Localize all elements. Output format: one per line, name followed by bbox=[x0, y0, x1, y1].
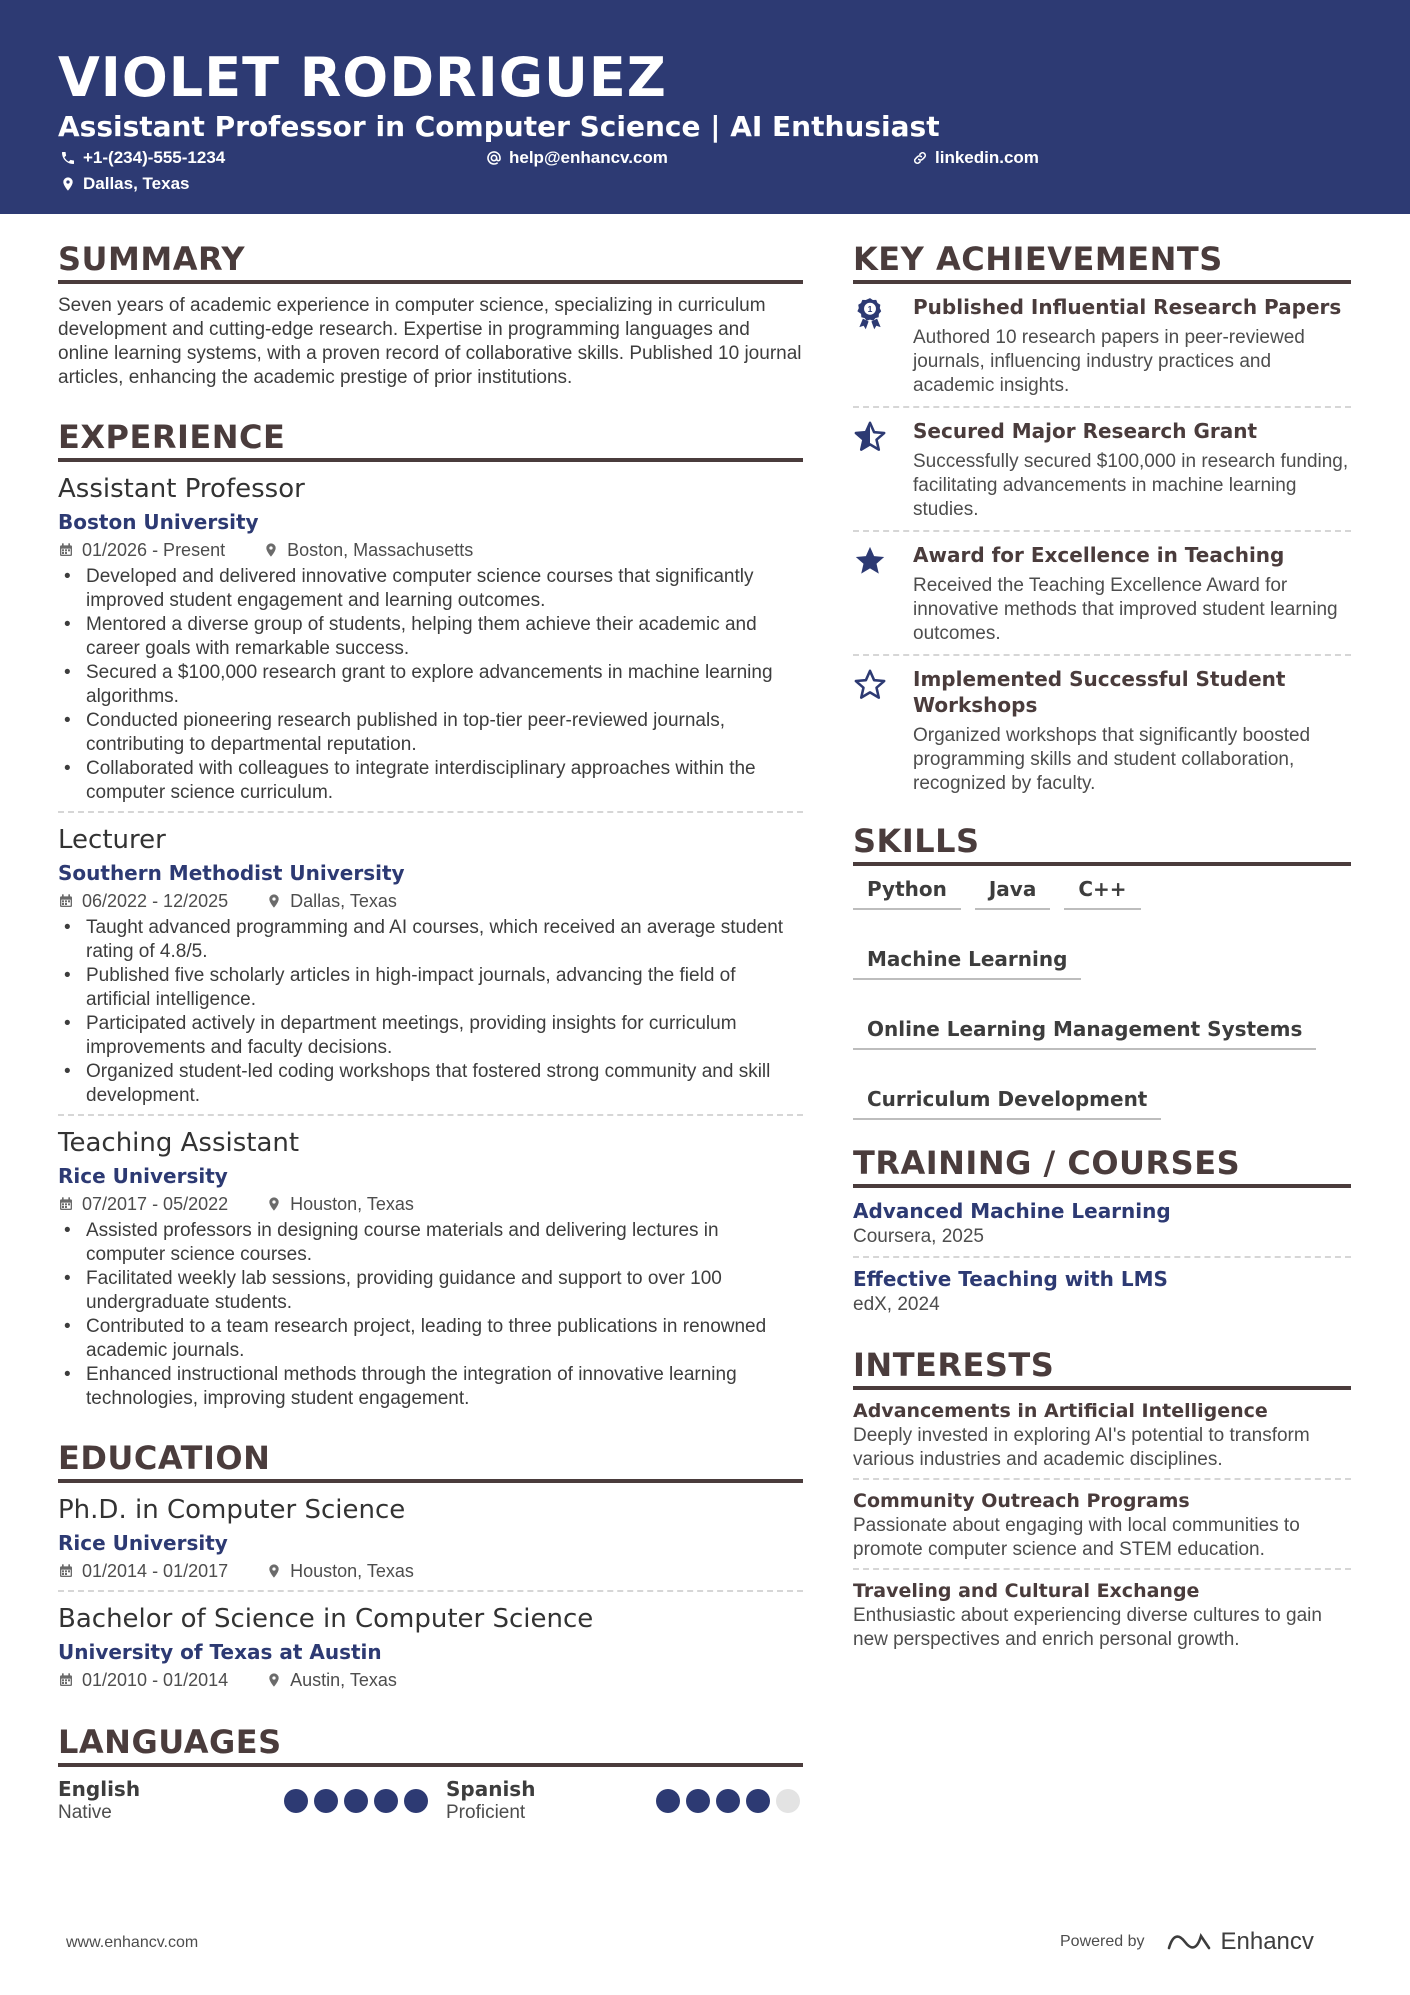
interest-desc: Passionate about engaging with local communities to promote computer science and STEM education. bbox=[853, 1515, 1300, 1560]
achievement-desc: Authored 10 research papers in peer-reviewed journals, influencing industry practices and academic insights. bbox=[913, 327, 1305, 396]
footer-website[interactable]: www.enhancv.com bbox=[66, 1934, 199, 1951]
job-bullets bbox=[58, 565, 803, 805]
job-bullet: • Conducted pioneering research published in top-tier peer-reviewed journals, contributing to departmental reputation. bbox=[58, 709, 803, 757]
interest-item bbox=[853, 1478, 1351, 1568]
skill-tag: Machine Learning bbox=[853, 946, 1081, 980]
email-contact[interactable] bbox=[486, 148, 668, 168]
degree-title: Ph.D. in Computer Science bbox=[58, 1495, 406, 1525]
achievement-title: Award for Excellence in Teaching bbox=[913, 543, 1285, 567]
summary-text: Seven years of academic experience in computer science, specializing in curriculum development and cutting-edge research. Expertise in programming languages and online learning systems, with a proven record of collaborative skills. Published 10 journal articles, enhancing the academic prestige of prior institutions. bbox=[58, 295, 802, 388]
achievement-item bbox=[853, 654, 1351, 804]
interest-title: Community Outreach Programs bbox=[853, 1490, 1190, 1512]
education-item bbox=[58, 1590, 803, 1699]
course-item bbox=[853, 1192, 1351, 1256]
training-section bbox=[853, 1144, 1351, 1324]
education-item bbox=[58, 1493, 803, 1590]
job-bullet: • Assisted professors in designing course materials and delivering lectures in computer science courses. bbox=[58, 1219, 803, 1267]
summary-section bbox=[58, 240, 803, 390]
job-bullet: • Contributed to a team research project, leading to three publications in renowned academic journals. bbox=[58, 1315, 803, 1363]
job-dates: 06/2022 - 12/2025 bbox=[82, 891, 229, 911]
achievement-title: Published Influential Research Papers bbox=[913, 295, 1342, 319]
achievement-title: Secured Major Research Grant bbox=[913, 419, 1258, 443]
job-dates: 07/2017 - 05/2022 bbox=[82, 1194, 229, 1214]
rating-dot-empty bbox=[776, 1789, 800, 1813]
linkedin-text: linkedin.com bbox=[935, 148, 1039, 167]
school-name: Rice University bbox=[58, 1531, 228, 1555]
job-company: Rice University bbox=[58, 1164, 228, 1188]
language-level: Proficient bbox=[446, 1802, 526, 1823]
achievements-heading: KEY ACHIEVEMENTS bbox=[853, 240, 1351, 284]
languages-row bbox=[58, 1777, 803, 1825]
experience-heading: EXPERIENCE bbox=[58, 418, 803, 462]
languages-heading: LANGUAGES bbox=[58, 1723, 803, 1767]
course-title: Effective Teaching with LMS bbox=[853, 1267, 1168, 1291]
footer-branding bbox=[1060, 1928, 1314, 1956]
rating-dot-filled bbox=[344, 1789, 368, 1813]
linkedin-contact[interactable] bbox=[912, 148, 1039, 168]
enhancv-brand-text: Enhancv bbox=[1220, 1928, 1314, 1955]
education-meta bbox=[58, 1667, 803, 1693]
phone-contact[interactable] bbox=[60, 148, 225, 168]
header bbox=[0, 0, 1410, 214]
rating-dot-filled bbox=[284, 1789, 308, 1813]
award-ribbon-icon bbox=[853, 296, 887, 330]
star-half-icon bbox=[853, 420, 887, 454]
star-filled-icon bbox=[853, 544, 887, 578]
rating-dot-filled bbox=[404, 1789, 428, 1813]
achievement-item bbox=[853, 406, 1351, 530]
job-bullet: • Collaborated with colleagues to integrate interdisciplinary approaches within the computer science curriculum. bbox=[58, 757, 803, 805]
rating-dot-filled bbox=[374, 1789, 398, 1813]
language-level: Native bbox=[58, 1802, 112, 1823]
location-pin-icon bbox=[263, 542, 279, 558]
interests-heading: INTERESTS bbox=[853, 1346, 1351, 1390]
skills-heading: SKILLS bbox=[853, 822, 1351, 866]
job-company: Boston University bbox=[58, 510, 259, 534]
job-bullet: • Developed and delivered innovative computer science courses that significantly improved student engagement and learning outcomes. bbox=[58, 565, 803, 613]
job-bullet: • Participated actively in department meetings, providing insights for curriculum improvements and faculty decisions. bbox=[58, 1012, 803, 1060]
job-bullet: • Mentored a diverse group of students, helping them achieve their academic and career goals with remarkable success. bbox=[58, 613, 803, 661]
job-location: Boston, Massachusetts bbox=[287, 540, 474, 560]
calendar-icon bbox=[58, 893, 74, 909]
job-title: Assistant Professor bbox=[58, 474, 305, 504]
phone-icon bbox=[60, 150, 76, 166]
location-pin-icon bbox=[266, 893, 282, 909]
skill-tag: Curriculum Development bbox=[853, 1086, 1161, 1120]
job-bullet: • Facilitated weekly lab sessions, providing guidance and support to over 100 undergraduate students. bbox=[58, 1267, 803, 1315]
interests-section bbox=[853, 1346, 1351, 1658]
skills-section bbox=[853, 822, 1351, 1120]
job-location: Houston, Texas bbox=[290, 1194, 414, 1214]
enhancv-logo-icon bbox=[1165, 1930, 1213, 1954]
language-rating bbox=[656, 1789, 800, 1813]
left-column bbox=[58, 240, 803, 1825]
course-item bbox=[853, 1256, 1351, 1324]
achievements-section bbox=[853, 240, 1351, 804]
calendar-icon bbox=[58, 1563, 74, 1579]
location-contact bbox=[60, 174, 189, 194]
email-text: help@enhancv.com bbox=[509, 148, 668, 167]
education-location: Houston, Texas bbox=[290, 1561, 414, 1581]
location-pin-icon bbox=[266, 1196, 282, 1212]
achievement-title: Implemented Successful Student Workshops bbox=[913, 667, 1286, 717]
right-column bbox=[853, 240, 1351, 1658]
skill-tag: C++ bbox=[1064, 876, 1140, 910]
skill-tag: Java bbox=[975, 876, 1050, 910]
job-bullet: • Enhanced instructional methods through the integration of innovative learning technologies, improving student engagement. bbox=[58, 1363, 803, 1411]
interest-title: Traveling and Cultural Exchange bbox=[853, 1580, 1200, 1602]
achievement-desc: Organized workshops that significantly boosted programming skills and student collaboration, recognized by faculty. bbox=[913, 725, 1311, 794]
rating-dot-filled bbox=[716, 1789, 740, 1813]
calendar-icon bbox=[58, 1672, 74, 1688]
enhancv-logo[interactable] bbox=[1165, 1928, 1314, 1956]
job-meta bbox=[58, 888, 803, 914]
training-heading: TRAINING / COURSES bbox=[853, 1144, 1351, 1188]
job-bullet: • Secured a $100,000 research grant to explore advancements in machine learning algorithms. bbox=[58, 661, 803, 709]
language-name: Spanish bbox=[446, 1777, 536, 1801]
at-sign-icon bbox=[486, 150, 502, 166]
course-title: Advanced Machine Learning bbox=[853, 1199, 1171, 1223]
calendar-icon bbox=[58, 1196, 74, 1212]
svg-text:1: 1 bbox=[867, 304, 873, 315]
achievement-item bbox=[853, 284, 1351, 406]
interest-item bbox=[853, 1394, 1351, 1478]
candidate-title: Assistant Professor in Computer Science | AI Enthusiast bbox=[58, 110, 940, 143]
rating-dot-filled bbox=[656, 1789, 680, 1813]
achievement-item bbox=[853, 530, 1351, 654]
phone-text: +1-(234)-555-1234 bbox=[83, 148, 226, 167]
location-pin-icon bbox=[60, 176, 76, 192]
job-company: Southern Methodist University bbox=[58, 861, 405, 885]
location-text: Dallas, Texas bbox=[83, 174, 190, 193]
language-rating bbox=[284, 1789, 428, 1813]
job-bullet: • Taught advanced programming and AI courses, which received an average student rating of 4.8/5. bbox=[58, 916, 803, 964]
interest-desc: Enthusiastic about experiencing diverse cultures to gain new perspectives and enrich personal growth. bbox=[853, 1605, 1322, 1650]
school-name: University of Texas at Austin bbox=[58, 1640, 382, 1664]
experience-item bbox=[58, 1114, 803, 1417]
interest-item bbox=[853, 1568, 1351, 1658]
rating-dot-filled bbox=[746, 1789, 770, 1813]
skill-tag: Online Learning Management Systems bbox=[853, 1016, 1316, 1050]
education-dates: 01/2010 - 01/2014 bbox=[82, 1670, 229, 1690]
education-meta bbox=[58, 1558, 803, 1584]
job-bullets bbox=[58, 1219, 803, 1411]
language-item bbox=[58, 1777, 430, 1825]
job-title: Lecturer bbox=[58, 825, 166, 855]
course-provider: Coursera, 2025 bbox=[853, 1226, 984, 1247]
star-outline-icon bbox=[853, 668, 887, 702]
experience-item bbox=[58, 472, 803, 811]
job-meta bbox=[58, 537, 803, 563]
achievement-desc: Successfully secured $100,000 in research funding, facilitating advancements in machine learning studies. bbox=[913, 451, 1349, 520]
job-meta bbox=[58, 1191, 803, 1217]
experience-section bbox=[58, 418, 803, 1417]
job-bullet: • Published five scholarly articles in high-impact journals, advancing the field of artificial intelligence. bbox=[58, 964, 803, 1012]
location-pin-icon bbox=[266, 1672, 282, 1688]
language-name: English bbox=[58, 1777, 141, 1801]
education-heading: EDUCATION bbox=[58, 1439, 803, 1483]
course-provider: edX, 2024 bbox=[853, 1294, 940, 1315]
job-location: Dallas, Texas bbox=[290, 891, 397, 911]
skills-list bbox=[853, 876, 1351, 1120]
powered-by-text: Powered by bbox=[1060, 1933, 1145, 1950]
link-icon bbox=[912, 150, 928, 166]
summary-heading: SUMMARY bbox=[58, 240, 803, 284]
calendar-icon bbox=[58, 542, 74, 558]
experience-item bbox=[58, 811, 803, 1114]
degree-title: Bachelor of Science in Computer Science bbox=[58, 1604, 594, 1634]
location-pin-icon bbox=[266, 1563, 282, 1579]
language-item bbox=[430, 1777, 802, 1825]
skill-tag: Python bbox=[853, 876, 961, 910]
rating-dot-filled bbox=[686, 1789, 710, 1813]
rating-dot-filled bbox=[314, 1789, 338, 1813]
job-bullets bbox=[58, 916, 803, 1108]
education-location: Austin, Texas bbox=[290, 1670, 397, 1690]
education-dates: 01/2014 - 01/2017 bbox=[82, 1561, 229, 1581]
languages-section bbox=[58, 1723, 803, 1825]
interest-title: Advancements in Artificial Intelligence bbox=[853, 1400, 1268, 1422]
candidate-name: VIOLET RODRIGUEZ bbox=[58, 46, 667, 109]
job-title: Teaching Assistant bbox=[58, 1128, 300, 1158]
education-section bbox=[58, 1439, 803, 1699]
job-bullet: • Organized student-led coding workshops that fostered strong community and skill development. bbox=[58, 1060, 803, 1108]
achievement-desc: Received the Teaching Excellence Award for innovative methods that improved student learning outcomes. bbox=[913, 575, 1338, 644]
interest-desc: Deeply invested in exploring AI's potential to transform various industries and academic disciplines. bbox=[853, 1425, 1310, 1470]
job-dates: 01/2026 - Present bbox=[82, 540, 226, 560]
